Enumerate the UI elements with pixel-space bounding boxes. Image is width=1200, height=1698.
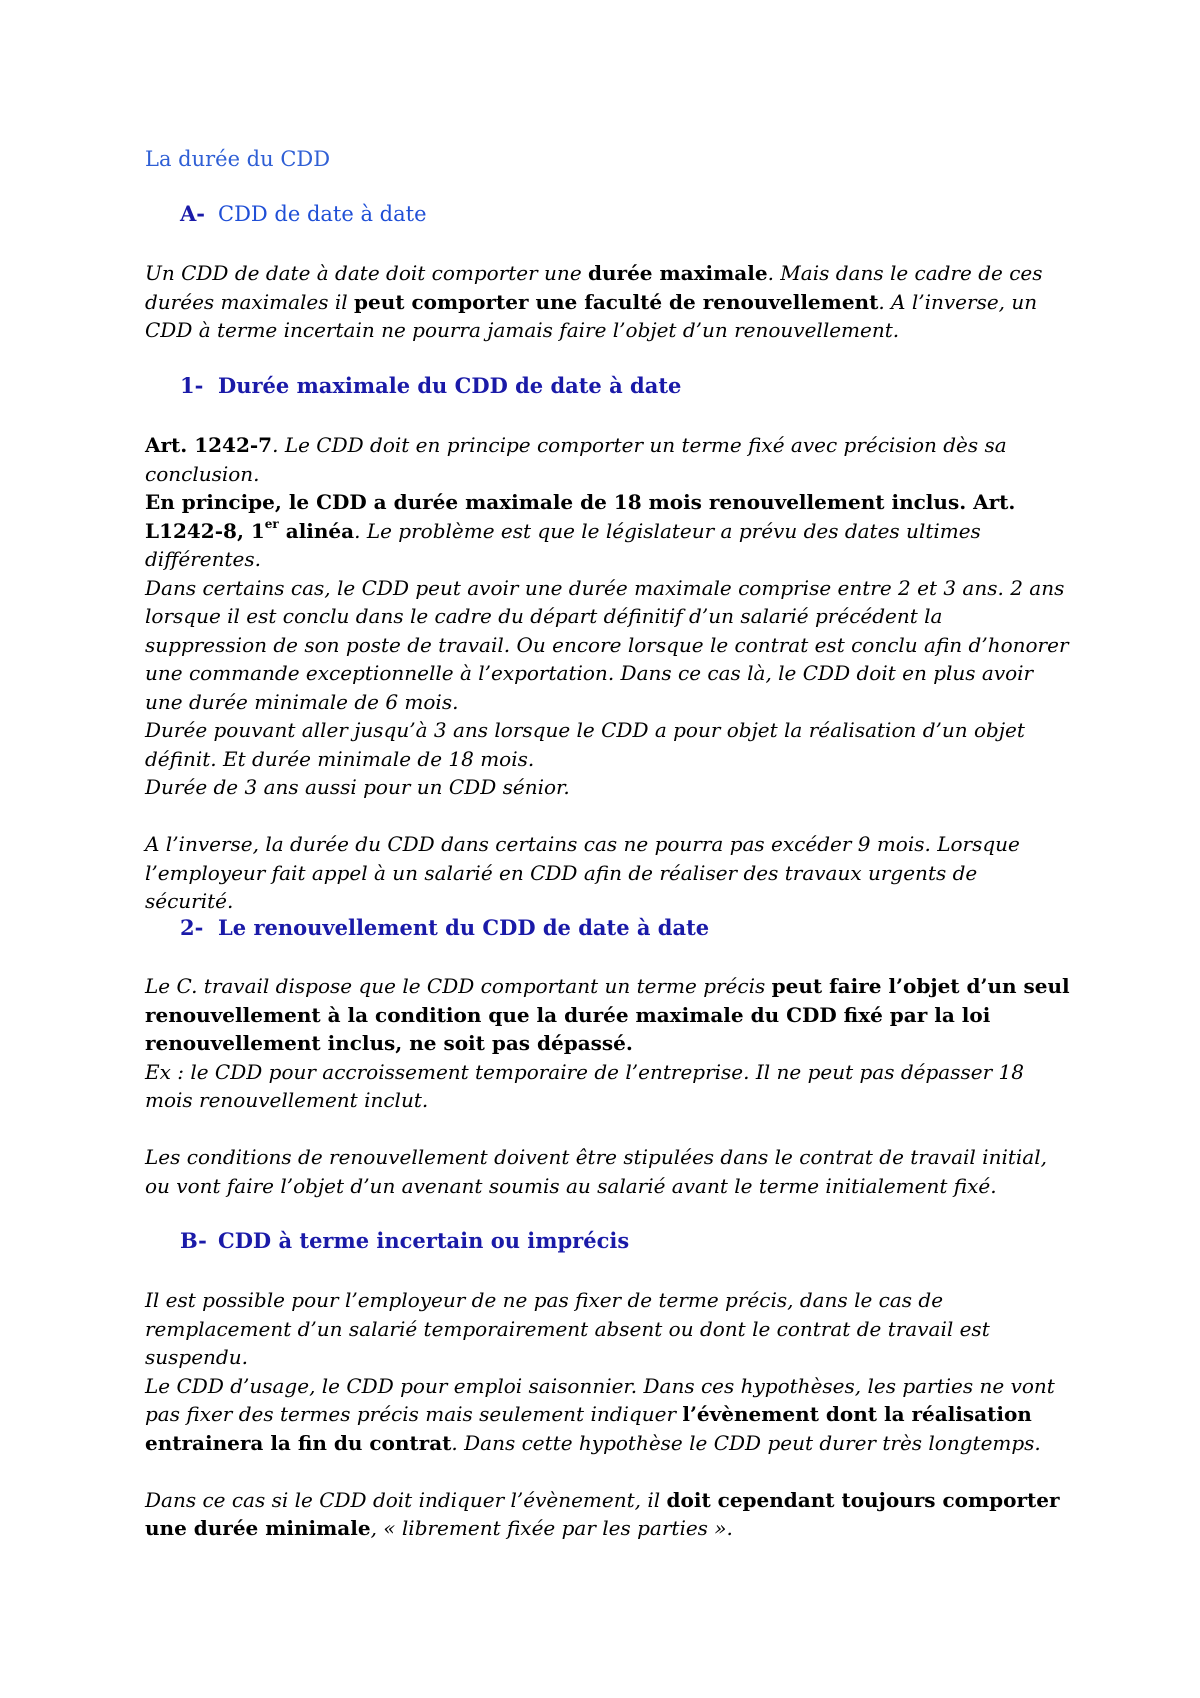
possible-paragraph: Il est possible pour l’employeur de ne pas fixer de terme précis, dans le cas de remplacement d’un salarié temporairement absent ou dont le contrat de travail est suspendu. (145, 1288, 990, 1369)
renewal-italic: Le C. travail dispose que le CDD comportant un terme précis (145, 974, 772, 998)
section-2-number: 2- (180, 915, 204, 940)
section-a-label: CDD de date à date (218, 202, 427, 226)
renewal-end: . (625, 1031, 633, 1055)
intro-text-1: Un CDD de date à date doit comporter une (145, 261, 589, 285)
minimum-paragraph (145, 1486, 1070, 1543)
art-text: . Le CDD doit en principe comporter un terme fixé avec précision dès sa conclusion. (145, 433, 1007, 486)
minimum-bold: doit cependant toujours comporter une durée minimale (145, 1487, 1060, 1540)
nine-months-paragraph: A l’inverse, la durée du CDD dans certains cas ne pourra pas excéder 9 mois. Lorsque l’employeur fait appel à un salarié en CDD afin de réaliser des travaux urgents de sécurité. (145, 832, 1020, 913)
section-a-intro (145, 259, 1070, 345)
principle-bold-end: alinéa (278, 518, 355, 543)
document-title: La durée du CDD (145, 147, 331, 171)
intro-text-4: peut comporter une faculté de renouvellement (354, 289, 879, 314)
section-1-number: 1- (180, 373, 204, 398)
section-1-heading (180, 372, 1060, 400)
renewal-bold: peut faire l’objet d’un seul renouvellement à la condition que la durée maximale du CDD fixé par la loi renouvellement inclus, ne soit pas dépassé (145, 974, 1070, 1055)
section-2-heading (180, 914, 1060, 942)
principle-sup: er (264, 516, 279, 531)
minimum-end: , « librement fixée par les parties ». (370, 1516, 733, 1540)
usage-end: . Dans cette hypothèse le CDD peut durer très longtemps. (451, 1430, 1041, 1455)
section-1-body (145, 431, 1070, 916)
minimum-italic: Dans ce cas si le CDD doit indiquer l’évènement, il (145, 1487, 667, 1512)
art-1242-7-paragraph (145, 431, 1070, 488)
section-a-number: A- (180, 201, 206, 226)
art-ref: Art. 1242-7 (145, 433, 273, 457)
section-b-label: CDD à terme incertain ou imprécis (218, 1228, 630, 1253)
renewal-paragraph (145, 972, 1070, 1058)
section-b-heading (180, 1227, 1060, 1255)
principle-italic: . Le problème est que le législateur a prévu des dates ultimes différentes. (145, 518, 981, 571)
senior-paragraph: Durée de 3 ans aussi pour un CDD sénior. (145, 775, 570, 799)
section-2-body (145, 972, 1070, 1200)
section-b-body (145, 1286, 1070, 1543)
intro-text-5: . A l’inverse, un CDD à terme incertain ne pourra jamais faire l’objet d’un renouvellement. (145, 289, 1038, 342)
section-a-heading (180, 200, 1060, 228)
principle-paragraph (145, 488, 1070, 574)
three-years-paragraph: Durée pouvant aller jusqu’à 3 ans lorsque le CDD a pour objet la réalisation d’un objet définit. Et durée minimale de 18 mois. (145, 718, 1025, 771)
conditions-paragraph: Les conditions de renouvellement doivent être stipulées dans le contrat de travail initial, ou vont faire l’objet d’un avenant soumis au salarié avant le terme initialement fixé. (145, 1145, 1047, 1198)
intro-text-2: durée maximale (588, 261, 768, 285)
section-b-number: B- (180, 1228, 207, 1253)
usage-paragraph (145, 1372, 1070, 1458)
example-paragraph: Ex : le CDD pour accroissement temporaire de l’entreprise. Il ne peut pas dépasser 18 mois renouvellement inclut. (145, 1059, 1024, 1112)
principle-bold: En principe, le CDD a durée maximale de 18 mois renouvellement inclus. Art. L1242-8, 1 (145, 490, 1016, 543)
certain-cases-paragraph: Dans certains cas, le CDD peut avoir une durée maximale comprise entre 2 et 3 ans. 2 ans lorsque il est conclu dans le cadre du départ définitif d’un salarié précédent la suppression de son poste de travail. Ou encore lorsque le contrat est conclu afin d’honorer une commande exceptionnelle à l’exportation. Dans ce cas là, le CDD doit en plus avoir une durée minimale de 6 mois. (145, 575, 1069, 714)
intro-text-3: . Mais dans le cadre de ces durées maximales il (145, 261, 1043, 314)
section-2-label: Le renouvellement du CDD de date à date (218, 915, 710, 940)
usage-italic: Le CDD d’usage, le CDD pour emploi saisonnier. Dans ces hypothèses, les parties ne vont pas fixer des termes précis mais seulement indiquer (145, 1373, 1055, 1426)
usage-bold: l’évènement dont la réalisation entrainera la fin du contrat (145, 1402, 1032, 1455)
section-1-label: Durée maximale du CDD de date à date (218, 373, 682, 398)
